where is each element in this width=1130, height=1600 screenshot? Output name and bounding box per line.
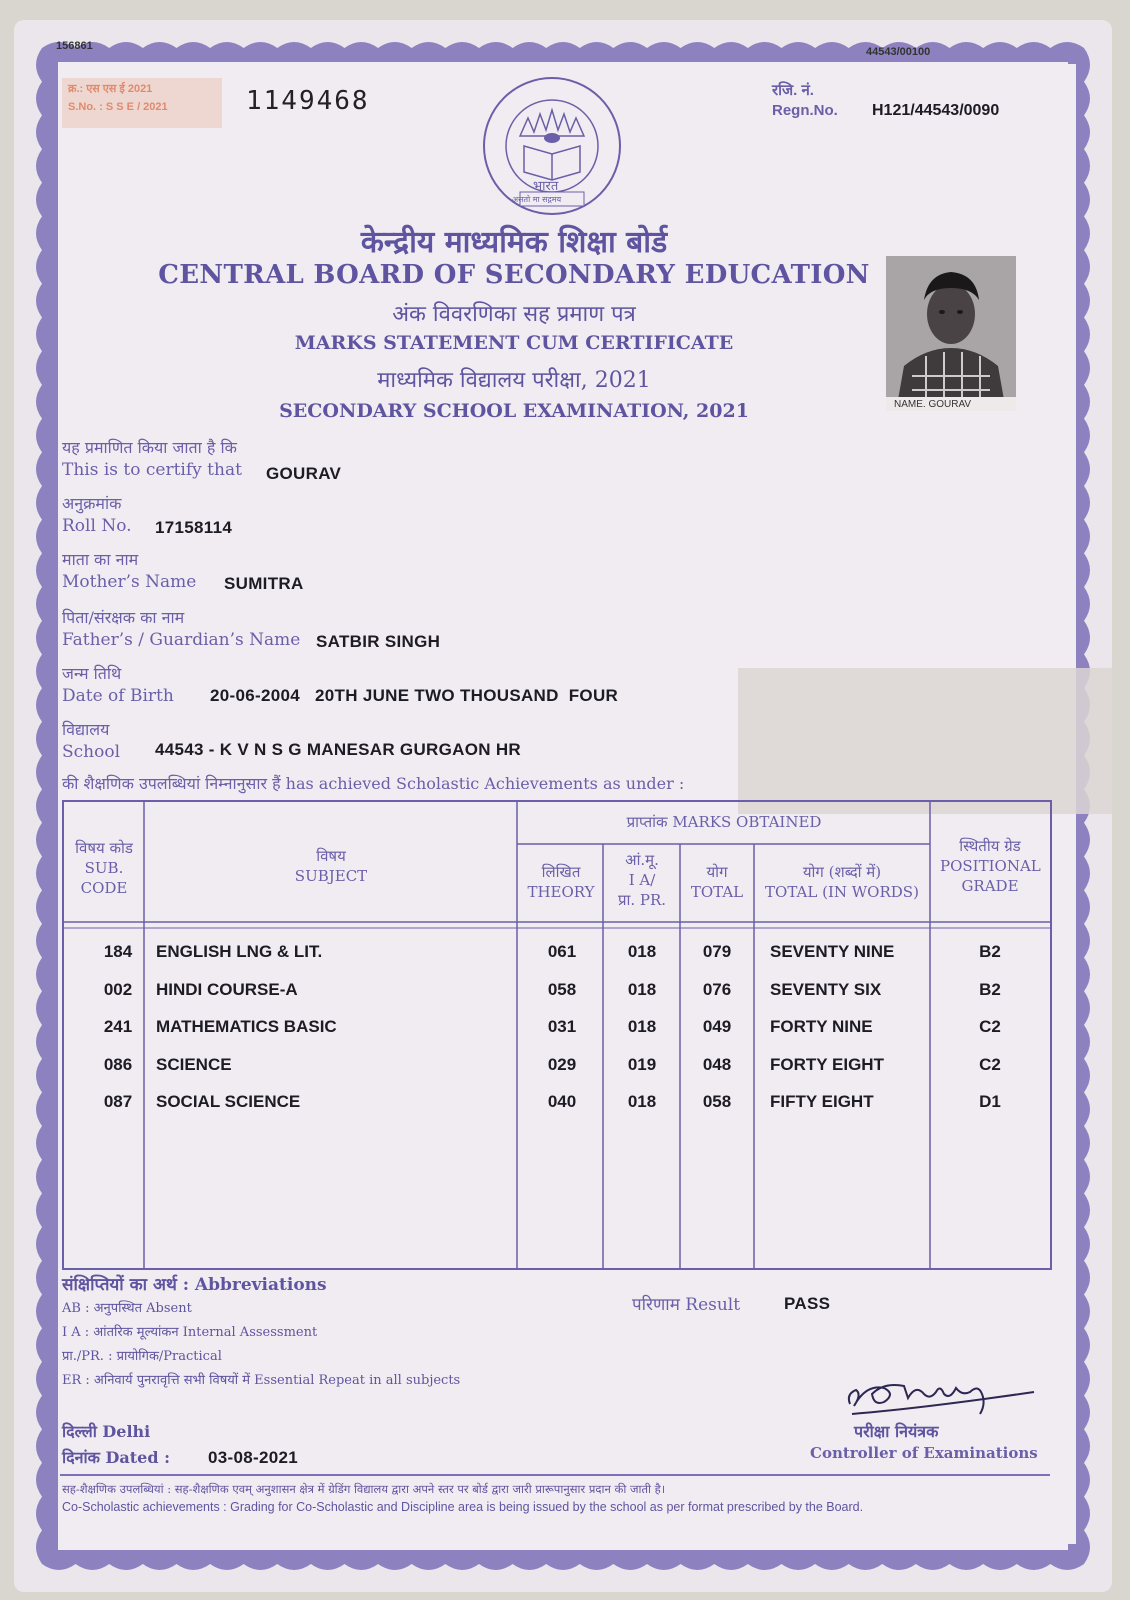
result-value: PASS (784, 1294, 831, 1313)
controller-hi: परीक्षा नियंत्रक (854, 1422, 939, 1441)
cell-words: SEVENTY SIX (770, 979, 882, 999)
roll-label-en: Roll No. (62, 516, 132, 536)
header-subject (146, 846, 516, 886)
header-ia-hi: आं.मू. (625, 851, 659, 869)
note-hi: सह-शैक्षणिक उपलब्धियां : सह-शैक्षणिक एवम् अनुशासन क्षेत्र में ग्रेडिंग विद्यालय द्वारा अपने स्तर पर बोर्ड द्वारा जारी प्रारूपानुसार प्रदान की जाती है। (62, 1482, 666, 1496)
result-label: परिणाम Result (632, 1295, 741, 1315)
abbr-title: संक्षिप्तियों का अर्थ : Abbreviations (62, 1275, 327, 1295)
school-label-en: School (62, 742, 121, 762)
cell-total: 048 (702, 1054, 732, 1074)
dob-label-hi: जन्म तिथि (62, 664, 122, 683)
dated-label: दिनांक Dated : (62, 1448, 170, 1467)
header-total-en: TOTAL (690, 883, 744, 901)
person-photo-icon (886, 256, 1016, 411)
statement-en: MARKS STATEMENT CUM CERTIFICATE (294, 332, 734, 354)
controller-signature-icon (844, 1364, 1044, 1424)
statement-hi: अंक विवरणिका सह प्रमाण पत्र (392, 302, 636, 327)
school-name: 44543 - K V N S G MANESAR GURGAON HR (155, 740, 521, 759)
candidate-name: GOURAV (266, 464, 342, 483)
serial-box (62, 78, 222, 128)
certificate-number: 1149468 (246, 86, 370, 116)
cell-grade: D1 (979, 1092, 1001, 1111)
abbr-pr: प्रा./PR. : प्रायोगिक/Practical (62, 1349, 222, 1364)
header-code-en: SUB. CODE (80, 859, 128, 897)
cell-subject: SCIENCE (156, 1054, 232, 1074)
mother-label-en: Mother’s Name (62, 572, 197, 592)
cell-total: 049 (702, 1017, 732, 1036)
pasted-strip (738, 668, 1112, 814)
cell-code: 184 (103, 942, 133, 961)
serial-label-hi: क्र.: एस एस ई 2021 (68, 83, 153, 95)
header-total (680, 862, 754, 902)
dob-label-en: Date of Birth (62, 686, 174, 706)
header-ia-en: I A/ (628, 871, 656, 889)
certificate-sheet (14, 20, 1112, 1592)
header-grade (930, 836, 1050, 896)
cell-total: 079 (702, 942, 732, 961)
cell-grade: B2 (979, 979, 1001, 999)
cell-ia: 018 (627, 942, 657, 961)
cell-theory: 040 (547, 1092, 577, 1111)
cell-words: FIFTY EIGHT (770, 1092, 874, 1111)
certify-hi: यह प्रमाणित किया जाता है कि (62, 438, 237, 457)
controller-en: Controller of Examinations (810, 1444, 1038, 1462)
mother-label-hi: माता का नाम (62, 550, 139, 569)
cell-total: 058 (702, 1092, 732, 1111)
serial-label-en: S.No. : S S E / 2021 (68, 101, 168, 113)
achieved-line: की शैक्षणिक उपलब्धियां निम्नानुसार हैं has achieved Scholastic Achievements as under : (62, 774, 685, 793)
certify-en: This is to certify that (62, 460, 242, 480)
exam-hi: माध्यमिक विद्यालय परीक्षा, 2021 (377, 368, 651, 393)
header-marks-obtained: प्राप्तांक MARKS OBTAINED (626, 813, 822, 831)
roll-label-hi: अनुक्रमांक (62, 494, 122, 513)
mother-name: SUMITRA (224, 574, 304, 593)
cell-ia: 019 (627, 1054, 657, 1074)
corner-right-number: 44543/00100 (866, 46, 931, 58)
header-words-en: TOTAL (IN WORDS) (765, 883, 919, 901)
cell-words: SEVENTY NINE (770, 942, 895, 961)
header-theory-en: THEORY (527, 883, 595, 901)
header-ia (604, 850, 680, 910)
cell-code: 002 (103, 979, 133, 999)
emblem-text-bottom: भारत (533, 179, 559, 194)
cell-ia: 018 (627, 1017, 657, 1036)
roll-number: 17158114 (155, 518, 233, 537)
date-of-birth: 20-06-2004 20TH JUNE TWO THOUSAND FOUR (210, 686, 619, 705)
regn-number: H121/44543/0090 (872, 102, 1000, 119)
cell-subject: SOCIAL SCIENCE (156, 1092, 301, 1111)
footer-divider (60, 1474, 1050, 1476)
abbr-ab: AB : अनुपस्थित Absent (62, 1301, 192, 1316)
header-words-hi: योग (शब्दों में) (802, 863, 882, 881)
exam-en: SECONDARY SCHOOL EXAMINATION, 2021 (279, 400, 749, 422)
header-subject-en: SUBJECT (294, 867, 368, 885)
father-name: SATBIR SINGH (316, 632, 441, 651)
header-theory (518, 862, 604, 902)
cell-theory: 031 (547, 1017, 577, 1036)
abbr-ia: I A : आंतरिक मूल्यांकन Internal Assessment (62, 1325, 318, 1340)
corner-left-number: 156861 (56, 40, 93, 52)
cell-theory: 029 (547, 1054, 577, 1074)
cell-theory: 061 (547, 942, 577, 961)
cell-grade: C2 (979, 1017, 1001, 1036)
header-code (64, 838, 144, 898)
cell-code: 087 (103, 1092, 133, 1111)
place: दिल्ली Delhi (62, 1422, 151, 1441)
cell-theory: 058 (547, 979, 577, 999)
candidate-photo (886, 256, 1016, 411)
cell-words: FORTY EIGHT (770, 1054, 884, 1074)
emblem-motto: असतो मा सद्गमय (512, 195, 562, 204)
cell-total: 076 (702, 979, 732, 999)
cell-grade: C2 (979, 1054, 1001, 1074)
header-total-hi: योग (706, 863, 728, 881)
cell-subject: MATHEMATICS BASIC (156, 1017, 337, 1036)
board-name-en: CENTRAL BOARD OF SECONDARY EDUCATION (158, 260, 870, 290)
school-label-hi: विद्यालय (62, 720, 110, 739)
father-label-en: Father’s / Guardian’s Name (62, 630, 301, 650)
cell-subject: ENGLISH LNG & LIT. (156, 942, 323, 961)
cell-grade: B2 (979, 942, 1001, 961)
header-theory-hi: लिखित (541, 863, 581, 881)
header-total-words (754, 862, 930, 902)
regn-label-en: Regn.No. (772, 102, 838, 119)
cell-code: 241 (103, 1017, 133, 1036)
cell-ia: 018 (627, 979, 657, 999)
note-en: Co-Scholastic achievements : Grading for Co-Scholastic and Discipline area is being issued by the school as per format prescribed by the Board. (62, 1500, 864, 1514)
header-grade-hi: स्थितीय ग्रेड (959, 837, 1021, 855)
cell-ia: 018 (627, 1092, 657, 1111)
father-label-hi: पिता/संरक्षक का नाम (62, 608, 185, 627)
cell-code: 086 (103, 1054, 133, 1074)
dated-value: 03-08-2021 (208, 1448, 298, 1467)
photo-caption: NAME. GOURAV (894, 399, 972, 410)
regn-label-hi: रजि. नं. (772, 82, 814, 99)
board-name-hi: केन्द्रीय माध्यमिक शिक्षा बोर्ड (360, 225, 668, 260)
cell-subject: HINDI COURSE-A (156, 979, 298, 999)
header-grade-en: POSITIONAL GRADE (940, 857, 1041, 895)
cell-words: FORTY NINE (770, 1017, 873, 1036)
header-subject-hi: विषय (316, 847, 346, 865)
abbr-er: ER : अनिवार्य पुनरावृत्ति सभी विषयों में Essential Repeat in all subjects (62, 1373, 461, 1388)
header-code-hi: विषय कोड (75, 839, 133, 857)
header-ia-pr: प्रा. PR. (617, 891, 667, 909)
